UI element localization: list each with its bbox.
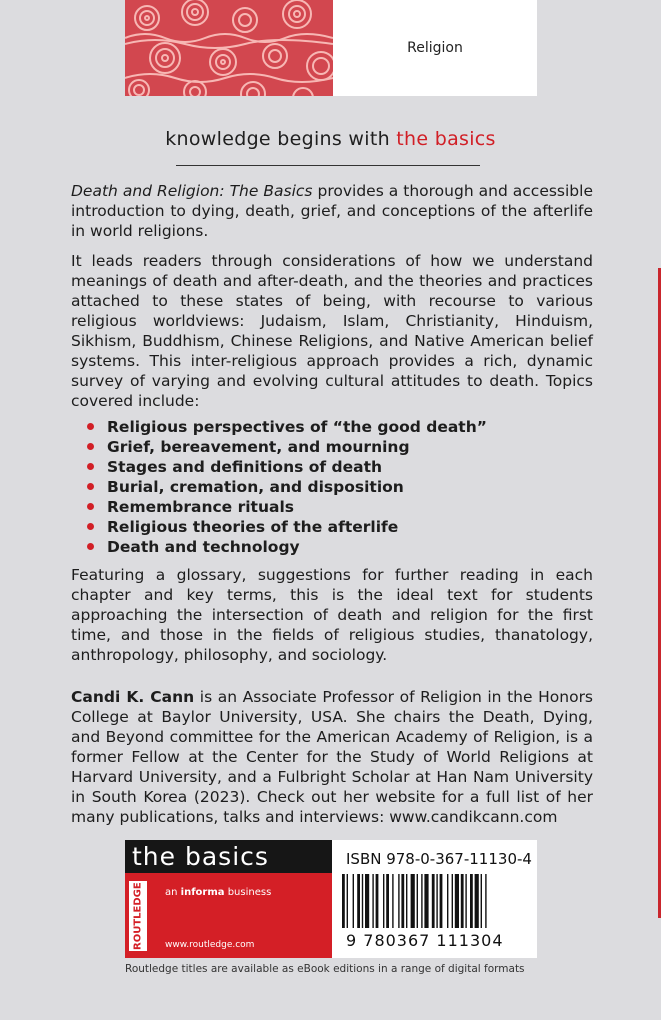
list-item: Religious perspectives of “the good death” — [87, 417, 593, 437]
informa-suffix: business — [224, 887, 272, 898]
series-box — [125, 840, 332, 958]
informa-prefix: an — [165, 887, 181, 898]
topics-list — [71, 417, 593, 557]
tagline-prefix: knowledge begins with — [165, 128, 390, 150]
intro-paragraph — [71, 181, 593, 241]
features-paragraph: Featuring a glossary, suggestions for further reading in each chapter and key terms, this is the ideal text for students approaching the intersection of death and religion for the first time, and those in the fields of religious studies, thanatology, anthropology, philosophy, and sociology. — [71, 566, 593, 664]
routledge-logo: ROUTLEDGE — [129, 881, 147, 951]
intro-text: provides a thorough and accessible introduction to dying, death, grief, and conceptions of the afterlife in world religions. — [71, 182, 593, 240]
series-title: the basics — [125, 840, 332, 873]
divider-rule — [176, 165, 480, 166]
barcode-box — [332, 840, 537, 958]
publisher-block — [125, 840, 537, 958]
top-band — [125, 0, 537, 96]
swirl-pattern-image — [125, 0, 333, 96]
publisher-website: www.routledge.com — [165, 940, 255, 950]
scope-paragraph: It leads readers through considerations of how we understand meanings of death and after-death, and the theories and practices attached to these states of being, with recourse to various religious worldviews: Judaism, Islam, Christianity, Hinduism, Sikhism, Buddhism, Chinese Religions, and Native American belief systems. This inter-religious approach provides a rich, dynamic survey of varying and evolving cultural attitudes to death. Topics covered include: — [71, 252, 593, 410]
author-bio — [71, 687, 593, 827]
list-item: Religious theories of the afterlife — [87, 517, 593, 537]
list-item: Stages and definitions of death — [87, 457, 593, 477]
book-title: Death and Religion: The Basics — [71, 182, 313, 200]
list-item: Grief, bereavement, and mourning — [87, 437, 593, 457]
publisher-panel — [125, 873, 332, 958]
blurb — [71, 181, 593, 837]
author-name: Candi K. Cann — [71, 688, 195, 706]
list-item: Remembrance rituals — [87, 497, 593, 517]
author-bio-text: is an Associate Professor of Religion in the Honors College at Baylor University, USA. She chairs the Death, Dying, and Beyond committee for the American Academy of Religion, is a former Fellow at the Center for the Study of World Religions at Harvard University, and a Fulbright Scholar at Han Nam University in South Korea (2023). Check out her website for a full list of her many publications, talks and interviews: www.candikcann.com — [71, 688, 594, 826]
ebook-note: Routledge titles are available as eBook editions in a range of digital formats — [125, 963, 525, 975]
series-tagline — [0, 128, 661, 150]
barcode-digits: 9 780367 111304 — [346, 931, 504, 950]
list-item: Burial, cremation, and disposition — [87, 477, 593, 497]
category-label: Religion — [333, 0, 537, 96]
informa-bold: informa — [180, 887, 225, 898]
isbn-label: ISBN 978-0-367-11130-4 — [346, 850, 532, 868]
barcode-image — [342, 874, 528, 934]
informa-tag — [165, 887, 271, 898]
tagline-accent: the basics — [396, 128, 496, 150]
list-item: Death and technology — [87, 537, 593, 557]
